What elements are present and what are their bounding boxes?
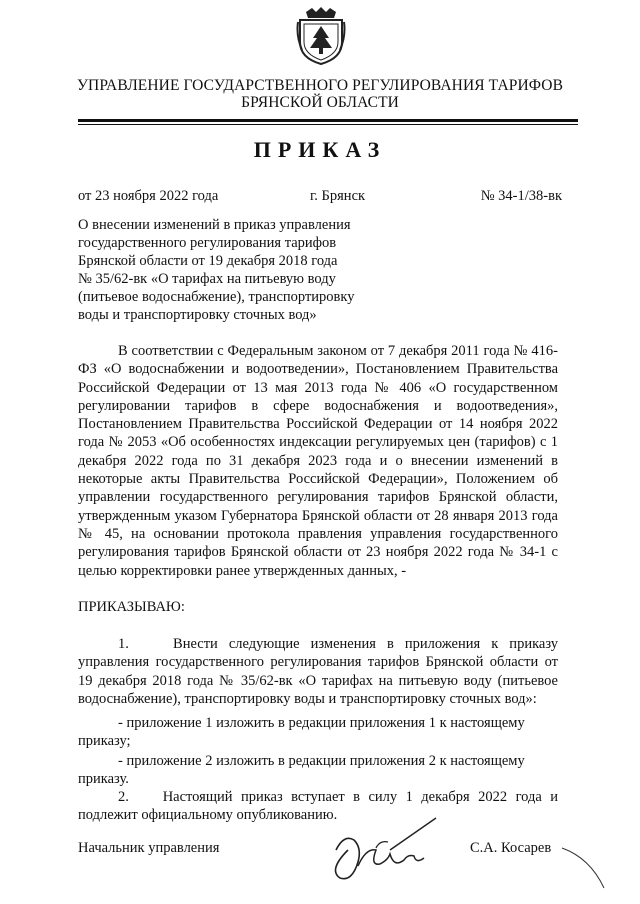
scan-line-mark [560,840,620,890]
item-1-number: 1. [118,636,129,652]
item-1-text: Внести следующие изменения в приложения к приказу управления государственного регулирования тарифов Брянской области от 19 декабря 2018 года № 35/62-вк «О тарифах на питьевую воду (питьевое водоснабжение), транспортировку воды и транспортировку сточных вод»: [78,636,559,707]
preamble-paragraph: В соответствии с Федеральным законом от 7 декабря 2011 года № 416-ФЗ «О водоснабжении и водоотведении», Постановлением Правительства Российской Федерации от 13 мая 2013 года № 406 «О государственном регулировании тарифов в сфере водоснабжения и водоотведения», Постановлением Правительства Российской Федерации от 14 ноября 2022 года № 2053 «Об особенностях индексации регулируемых цен (тарифов) с 1 декабря 2022 года по 31 декабря 2023 года и о внесении изменений в некоторые акты Правительства Российской Федерации», Положением об управлении государственного регулирования тарифов Брянской области, утвержденным указом Губернатора Брянской области от 28 января 2013 года № 45, на основании протокола правления управления государственного регулирования тарифов Брянской области от 23 ноября 2022 года № 34-1 с целью корректировки ранее утвержденных данных, - [78,343,558,579]
item-2-number: 2. [118,789,129,805]
order-number: № 34-1/38-вк [480,188,562,204]
header-rule-thin [78,124,578,125]
sub-item-2-line1: - приложение 2 изложить в редакции приложения 2 к настоящему [118,753,525,769]
signatory-position: Начальник управления [78,840,220,856]
org-name-line1: УПРАВЛЕНИЕ ГОСУДАРСТВЕННОГО РЕГУЛИРОВАНИЯ ТАРИФОВ [76,77,564,94]
sub-item-2-line2: приказу. [78,771,129,787]
signatory-name: С.А. Косарев [470,840,552,856]
order-word: ПРИКАЗЫВАЮ: [78,599,185,615]
order-city: г. Брянск [310,188,366,204]
coat-of-arms-icon [296,6,346,66]
order-subject: О внесении изменений в приказ управления государственного регулирования тарифов Брянской области от 19 декабря 2018 года № 35/62-вк «О тарифах на питьевую воду (питьевое водоснабжение), транспортировку воды и транспортировку сточных вод» [78,217,355,323]
handwritten-signature-icon [318,810,448,886]
item-2-text: Настоящий приказ вступает в силу 1 декабря 2022 года и подлежит официальному опубликованию. [78,789,559,824]
item-1-paragraph [78,635,558,708]
order-date: от 23 ноября 2022 года [78,188,219,204]
org-name-line2: БРЯНСКОЙ ОБЛАСТИ [241,94,399,111]
sub-item-1-line1: - приложение 1 изложить в редакции приложения 1 к настоящему [118,715,525,731]
sub-item-1-line2: приказу; [78,733,131,749]
document-title: ПРИКАЗ [253,137,387,162]
header-rule-thick [78,119,578,122]
